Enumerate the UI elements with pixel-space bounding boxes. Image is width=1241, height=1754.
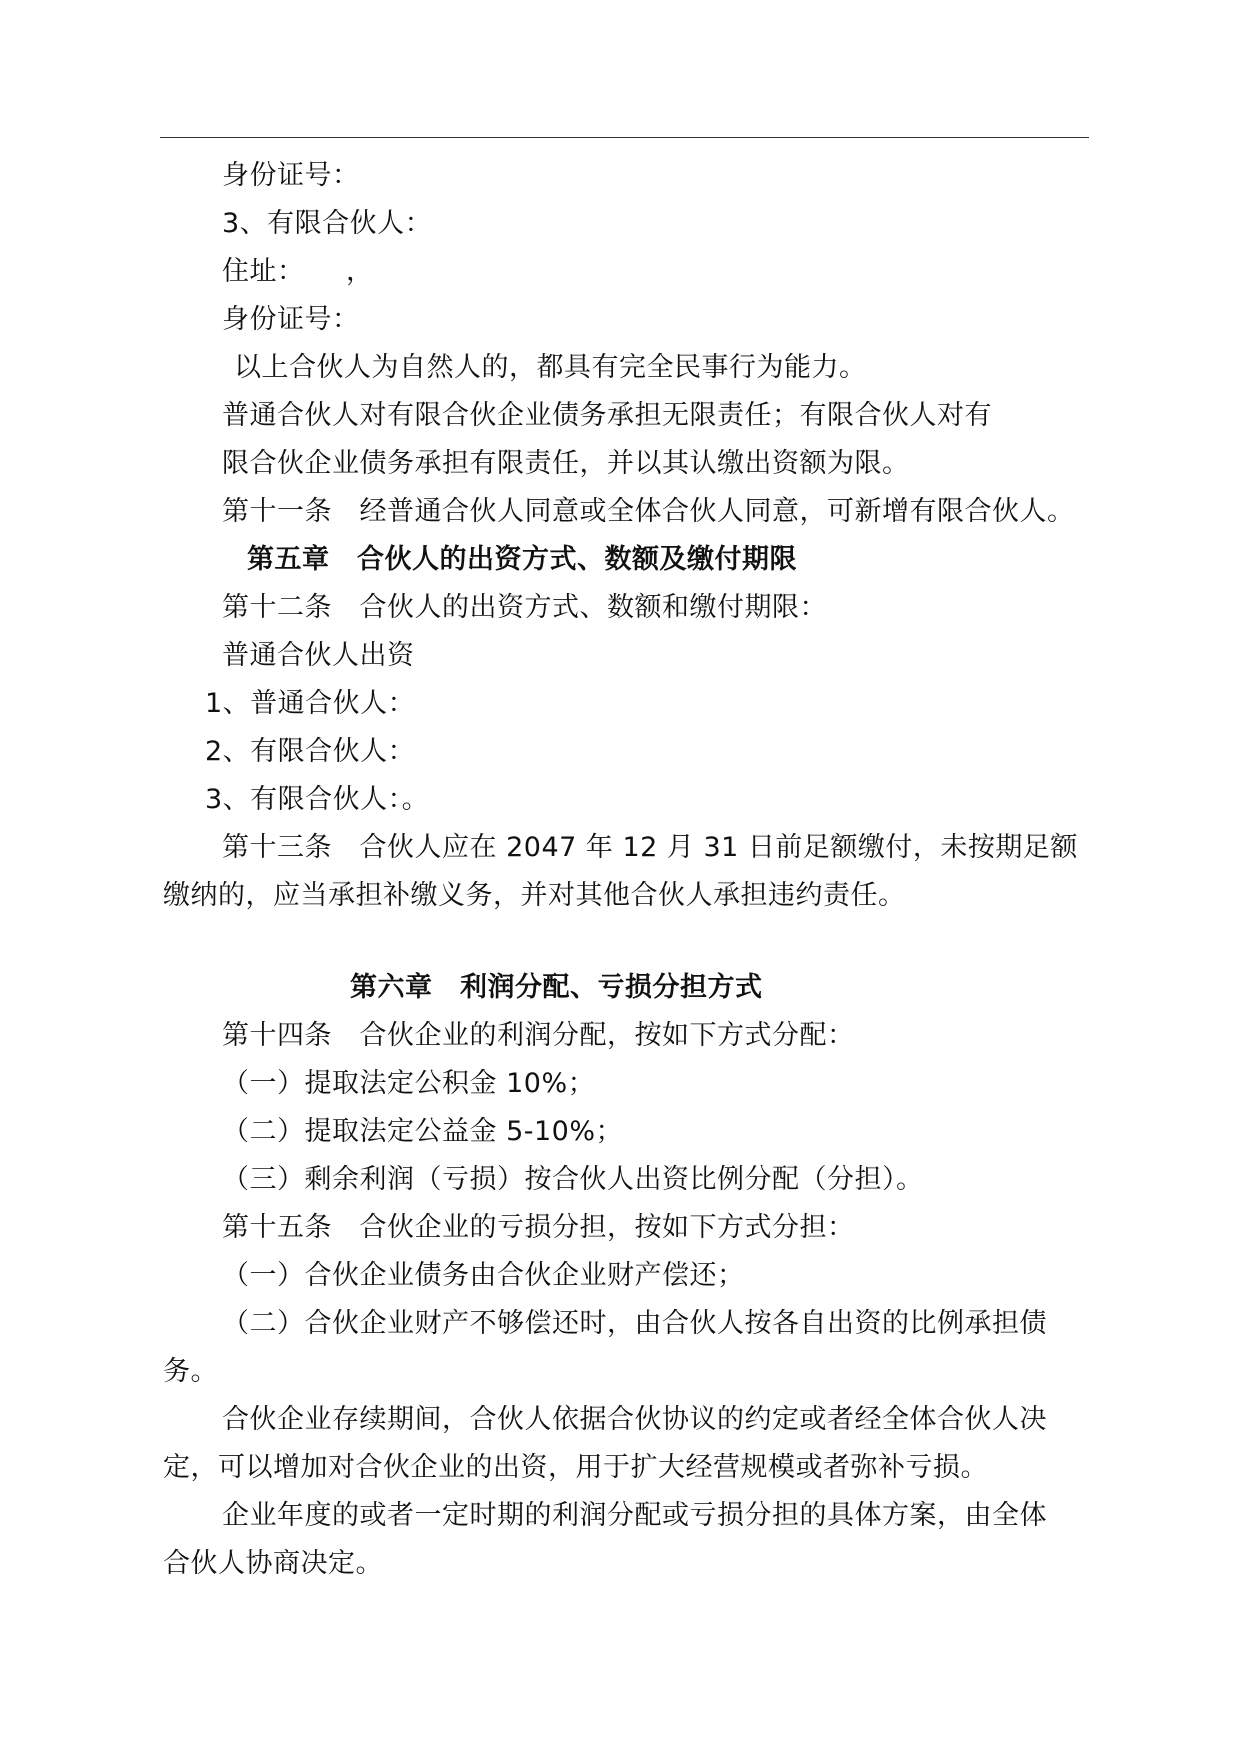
text-line: （二）提取法定公益金 5-10%； (222, 1116, 624, 1147)
text-line: 第十一条 经普通合伙人同意或全体合伙人同意，可新增有限合伙人。 (222, 496, 1075, 527)
text-line: 第十五条 合伙企业的亏损分担，按如下方式分担： (222, 1212, 855, 1243)
text-line: 定，可以增加对合伙企业的出资，用于扩大经营规模或者弥补亏损。 (163, 1452, 988, 1483)
text-line: 第十二条 合伙人的出资方式、数额和缴付期限： (222, 592, 827, 623)
text-line: 住址： ， (222, 256, 374, 287)
text-line: 2、有限合伙人： (205, 736, 416, 767)
text-line: 身份证号： (222, 304, 360, 335)
text-line: 限合伙企业债务承担有限责任，并以其认缴出资额为限。 (222, 448, 910, 479)
text-line: 普通合伙人对有限合伙企业债务承担无限责任；有限合伙人对有 (222, 400, 992, 431)
text-line: （一）合伙企业债务由合伙企业财产偿还； (222, 1260, 745, 1291)
chapter-heading: 第六章 利润分配、亏损分担方式 (350, 972, 763, 1003)
text-line: （三）剩余利润（亏损）按合伙人出资比例分配（分担）。 (222, 1164, 924, 1195)
text-line: 务。 (163, 1356, 218, 1387)
text-line: 企业年度的或者一定时期的利润分配或亏损分担的具体方案，由全体 (222, 1500, 1047, 1531)
text-line: 3、有限合伙人：。 (205, 784, 430, 815)
text-line: 1、普通合伙人： (205, 688, 416, 719)
header-rule (160, 137, 1089, 138)
text-line: 合伙企业存续期间，合伙人依据合伙协议的约定或者经全体合伙人决 (222, 1404, 1047, 1435)
text-line: 缴纳的，应当承担补缴义务，并对其他合伙人承担违约责任。 (163, 880, 906, 911)
chapter-heading: 第五章 合伙人的出资方式、数额及缴付期限 (247, 544, 797, 575)
text-line: 普通合伙人出资 (222, 640, 415, 671)
text-line: 第十三条 合伙人应在 2047 年 12 月 31 日前足额缴付，未按期足额 (222, 832, 1078, 863)
text-line: （一）提取法定公积金 10%； (222, 1068, 596, 1099)
text-line: （二）合伙企业财产不够偿还时，由合伙人按各自出资的比例承担债 (222, 1308, 1047, 1339)
text-line: 身份证号： (222, 160, 360, 191)
text-line: 第十四条 合伙企业的利润分配，按如下方式分配： (222, 1020, 855, 1051)
text-line: 3、有限合伙人： (222, 208, 433, 239)
text-line: 以上合伙人为自然人的，都具有完全民事行为能力。 (234, 352, 867, 383)
text-line: 合伙人协商决定。 (163, 1548, 383, 1579)
